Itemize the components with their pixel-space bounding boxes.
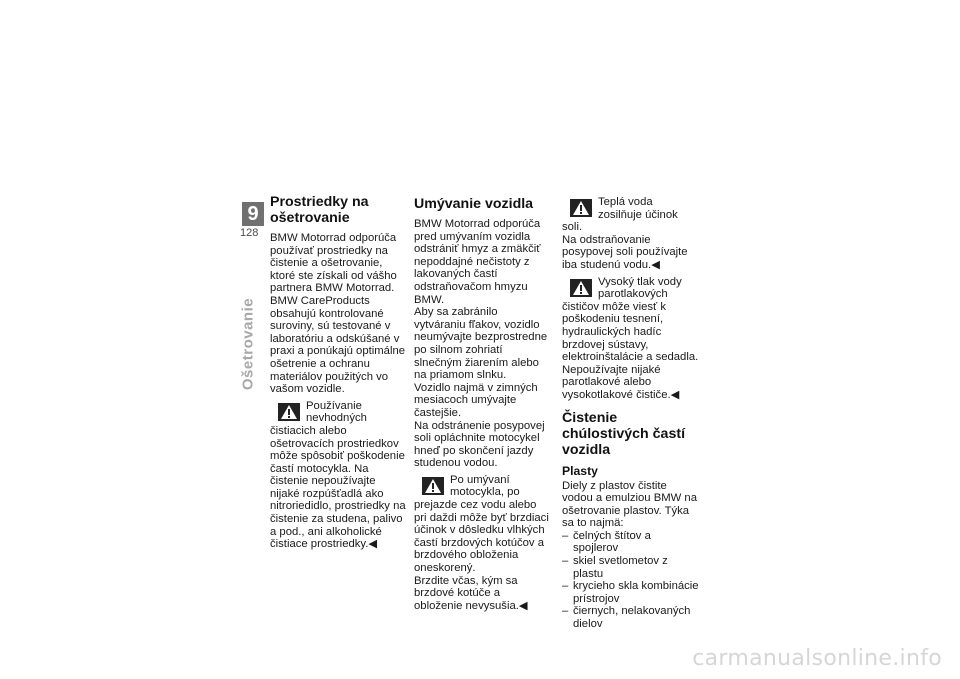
heading-care-products: Prostriedky na ošetrovanie: [270, 194, 369, 226]
chapter-number-block: 9: [242, 202, 264, 226]
paragraph-washing-3: Vozidlo najmä v zimných mesiacoch umývajte častejšie.: [414, 381, 538, 419]
list-item: – krycieho skla kombinácie prístrojov: [562, 580, 699, 605]
warning-text-washing: Po umývaní motocykla, po prejazde cez vodu alebo pri daždi môže byť brzdiaci účinok v dôsledku vlhkých častí brzdových kotúčov a brzdového obloženia oneskorený.: [414, 473, 549, 575]
column-washing: [414, 196, 551, 612]
list-item: – čiernych, nelakovaných dielov: [562, 605, 699, 630]
warning-block-high-pressure: [562, 276, 699, 364]
list-item: – skiel svetlometov z plastu: [562, 555, 699, 580]
paragraph-care-products: BMW Motorrad odporúča používať prostriedky na čistenie a ošetrovanie, ktoré ste získali od vášho partnera BMW Motorrad. BMW CareProducts obsahujú kontrolované suroviny, sú testované v laboratóriu a odskúšané v praxi a ponúkajú optimálne ošetrenie a ochranu materiálov použitých vo vašom vozidle.: [270, 232, 406, 396]
heading-delicate-parts: Čistenie chúlostivých častí vozidla: [562, 409, 686, 458]
paragraph-plastics: Diely z plastov čistite vodou a emulziou BMW na ošetrovanie plastov. Týka sa to najmä:: [562, 479, 697, 530]
warning-triangle-icon: [422, 477, 444, 495]
warning-triangle-icon: [570, 279, 592, 297]
warning-text-warm-water: Teplá voda zosilňuje účinok soli.: [562, 196, 678, 234]
warning-block-warm-water: [562, 196, 699, 234]
paragraph-washing-4: Na odstránenie posypovej soli opláchnite motocykel hneď po skončení jazdy studenou vodou.: [414, 419, 545, 470]
plastics-list: [562, 530, 699, 631]
heading-washing: Umývanie vozidla: [414, 196, 534, 212]
warning-block-washing: [414, 474, 551, 575]
list-item: – čelných štítov a spojlerov: [562, 530, 699, 555]
column-care-products: [270, 194, 407, 551]
page-number: 128: [240, 227, 259, 239]
warning-triangle-icon: [570, 199, 592, 217]
paragraph-cold-water: Na odstraňovanie posypovej soli používajte iba studenú vodu.◀: [562, 233, 688, 271]
watermark: carmanualsonline.info: [692, 646, 942, 671]
paragraph-no-pressure-cleaners: Nepoužívajte nijaké parotlakové alebo vysokotlakové čističe.◀: [562, 363, 680, 401]
warning-block-care-products: [270, 400, 407, 551]
subheading-plastics: Plasty: [562, 463, 598, 478]
paragraph-washing-1: BMW Motorrad odporúča pred umývaním vozidla odstrániť hmyz a zmäkčiť nepoddajné nečistoty z lakovaných častí odstraňovačom hmyzu BMW.: [414, 218, 541, 306]
warning-triangle-icon: [278, 403, 300, 421]
paragraph-washing-5: Brzdite včas, kým sa brzdové kotúče a obloženie nevysušia.◀: [414, 574, 528, 612]
chapter-title-vertical: Ošetrovanie: [239, 297, 257, 391]
warning-text-care-products: Používanie nevhodných čistiacich alebo ošetrovacích prostriedkov môže spôsobiť poškodenie častí motocykla. Na čistenie nepoužívajte nijaké rozpúšťadlá ako nitroriedidlo, prostriedky na čistenie za studena, palivo a pod., ani alkoholické čistiace prostriedky.◀: [270, 399, 406, 551]
paragraph-washing-2: Aby sa zabránilo vytváraniu fľakov, vozidlo neumývajte bezprostredne po silnom zohriatí slnečným žiarením alebo na priamom slnku.: [414, 306, 548, 382]
warning-text-high-pressure: Vysoký tlak vody parotlakových čističov môže viesť k poškodeniu tesnení, hydraulických hadíc brzdovej sústavy, elektroinštalácie a sedadla.: [562, 275, 699, 364]
column-delicate-parts: [562, 196, 699, 631]
